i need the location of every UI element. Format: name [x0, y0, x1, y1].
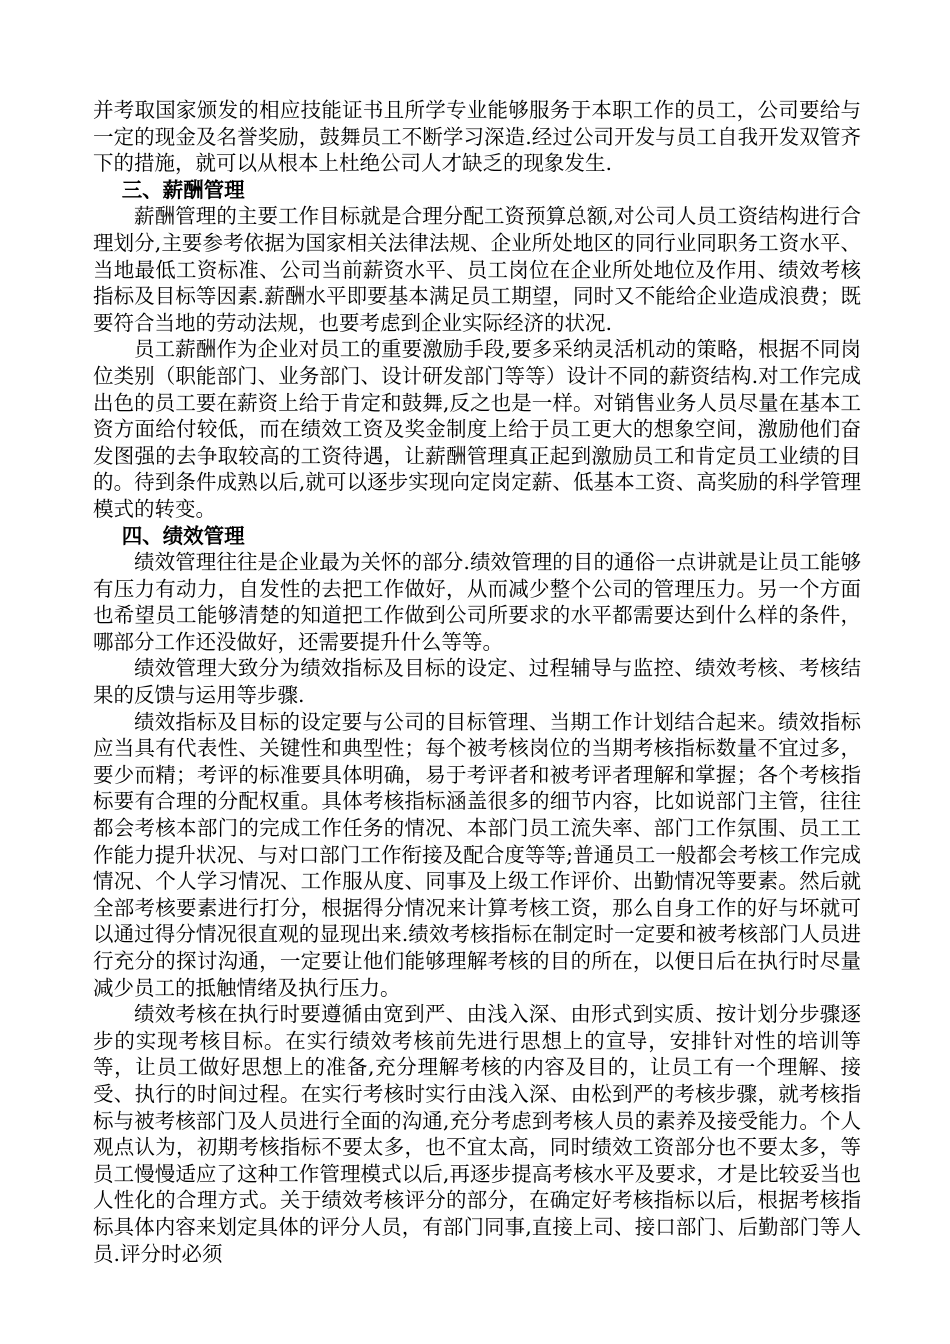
paragraph-compensation-incentive: 员工薪酬作为企业对员工的重要激励手段,要多采纳灵活机动的策略，根据不同岗位类别（职能部门、业务部门、设计研发部门等等）设计不同的薪资结构.对工作完成出色的员工要在薪资上给于肯定和鼓舞,反之也是一样。对销售业务人员尽量在基本工资方面给付较低，而在绩效工资及奖金制度上给于员工更大的想象空间，激励他们奋发图强的去争取较高的工资待遇，让薪酬管理真正起到激励员工和肯定员工业绩的目的。待到条件成熟以后,就可以逐步实现向定岗定薪、低基本工资、高奖励的科学管理模式的转变。: [93, 337, 861, 521]
section-heading-performance: 四、绩效管理: [121, 523, 245, 548]
paragraph-performance-purpose: 绩效管理往往是企业最为关怀的部分.绩效管理的目的通俗一点讲就是让员工能够有压力有动力，自发性的去把工作做好，从而减少整个公司的管理压力。另一个方面也希望员工能够清楚的知道把工作做到公司所要求的水平都需要达到什么样的条件，哪部分工作还没做好，还需要提升什么等等。: [93, 550, 861, 654]
paragraph-continuation: 并考取国家颁发的相应技能证书且所学专业能够服务于本职工作的员工，公司要给与一定的现金及名誉奖励，鼓舞员工不断学习深造.经过公司开发与员工自我开发双管齐下的措施，就可以从根本上杜绝公司人才缺乏的现象发生.: [93, 98, 861, 176]
paragraph-performance-indicators: 绩效指标及目标的设定要与公司的目标管理、当期工作计划结合起来。绩效指标应当具有代表性、关键性和典型性；每个被考核岗位的当期考核指标数量不宜过多，要少而精；考评的标准要具体明确，易于考评者和被考评者理解和掌握；各个考核指标要有合理的分配权重。具体考核指标涵盖很多的细节内容，比如说部门主管，往往都会考核本部门的完成工作任务的情况、本部门员工流失率、部门工作氛围、员工工作能力提升状况、与对口部门工作衔接及配合度等等;普通员工一般都会考核工作完成情况、个人学习情况、工作服从度、同事及上级工作评价、出勤情况等要素。然后就全部考核要素进行打分，根据得分情况来计算考核工资，那么自身工作的好与坏就可以通过得分情况很直观的显现出来.绩效考核指标在制定时一定要和被考核部门人员进行充分的探讨沟通，一定要让他们能够理解考核的目的所在，以便日后在执行时尽量减少员工的抵触情绪及执行压力。: [93, 709, 861, 1000]
document-page: [93, 97, 861, 1267]
paragraph-compensation-goal: 薪酬管理的主要工作目标就是合理分配工资预算总额,对公司人员工资结构进行合理划分,主要参考依据为国家相关法律法规、企业所处地区的同行业同职务工资水平、当地最低工资标准、公司当前薪资水平、员工岗位在企业所处地位及作用、绩效考核指标及目标等因素.薪酬水平即要基本满足员工期望，同时又不能给企业造成浪费；既要符合当地的劳动法规，也要考虑到企业实际经济的状况.: [93, 204, 861, 335]
section-heading-compensation: 三、薪酬管理: [121, 177, 245, 202]
paragraph-performance-steps: 绩效管理大致分为绩效指标及目标的设定、过程辅导与监控、绩效考核、考核结果的反馈与运用等步骤.: [93, 656, 861, 708]
paragraph-performance-execution: 绩效考核在执行时要遵循由宽到严、由浅入深、由形式到实质、按计划分步骤逐步的实现考核目标。在实行绩效考核前先进行思想上的宣导，安排针对性的培训等等，让员工做好思想上的准备,充分理解考核的内容及目的，让员工有一个理解、接受、执行的时间过程。在实行考核时实行由浅入深、由松到严的考核步骤，就考核指标与被考核部门及人员进行全面的沟通,充分考虑到考核人员的素养及接受能力。个人观点认为，初期考核指标不要太多，也不宜太高，同时绩效工资部分也不要太多，等员工慢慢适应了这种工作管理模式以后,再逐步提高考核水平及要求，才是比较妥当也人性化的合理方式。关于绩效考核评分的部分，在确定好考核指标以后，根据考核指标具体内容来划定具体的评分人员，有部门同事,直接上司、接口部门、后勤部门等人员.评分时必须: [93, 1002, 861, 1266]
